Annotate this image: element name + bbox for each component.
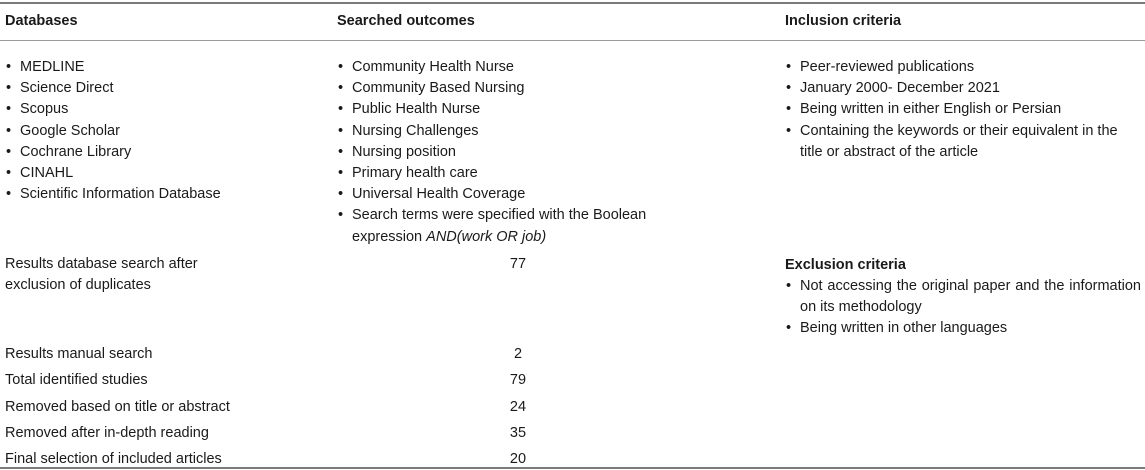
result-value-manual-search: 2 xyxy=(513,346,523,362)
result-value-removed-title-abstract: 24 xyxy=(509,399,527,415)
table-top-rule xyxy=(0,2,1145,4)
result-label-manual-search: Results manual search xyxy=(5,346,153,362)
list-item: • MEDLINE xyxy=(5,57,305,78)
list-item: • Primary health care xyxy=(337,163,677,184)
result-value-total-identified: 79 xyxy=(509,372,527,388)
list-item: • Being written in other languages xyxy=(785,318,1141,339)
result-label-total-identified: Total identified studies xyxy=(5,372,148,388)
list-item: • Cochrane Library xyxy=(5,142,305,163)
list-item: • Nursing position xyxy=(337,142,677,163)
list-item: • Science Direct xyxy=(5,78,305,99)
result-value-database-search: 77 xyxy=(509,256,527,272)
result-label-removed-title-abstract: Removed based on title or abstract xyxy=(5,399,230,415)
list-item: • CINAHL xyxy=(5,163,305,184)
list-item: • Community Health Nurse xyxy=(337,57,677,78)
list-item: • January 2000- December 2021 xyxy=(785,78,1137,99)
result-value-removed-in-depth: 35 xyxy=(509,425,527,441)
header-databases: Databases xyxy=(5,13,78,29)
list-item: • Community Based Nursing xyxy=(337,78,677,99)
list-item: • Peer-reviewed publications xyxy=(785,57,1137,78)
header-inclusion-criteria: Inclusion criteria xyxy=(785,13,902,29)
search-terms-boolean-expression: AND(work OR job) xyxy=(426,228,547,245)
header-searched-outcomes: Searched outcomes xyxy=(337,13,475,29)
result-label-removed-in-depth: Removed after in-depth reading xyxy=(5,425,209,441)
exclusion-criteria-list xyxy=(785,276,1141,340)
list-item: • Public Health Nurse xyxy=(337,99,677,120)
list-item: • Being written in either English or Persian xyxy=(785,99,1137,120)
databases-list xyxy=(5,57,305,205)
result-value-final-selection: 20 xyxy=(509,451,527,467)
list-item: • Universal Health Coverage xyxy=(337,184,677,205)
result-label-final-selection: Final selection of included articles xyxy=(5,451,222,467)
searched-outcomes-list xyxy=(337,57,677,248)
list-item: • Not accessing the original paper and the information on its methodology xyxy=(785,276,1141,318)
exclusion-criteria-title: Exclusion criteria xyxy=(785,257,906,273)
search-terms-item xyxy=(337,205,677,247)
search-terms-line1: Search terms were specified with the Boolean xyxy=(352,207,647,224)
list-item: • Containing the keywords or their equivalent in the title or abstract of the article xyxy=(785,121,1137,163)
list-item: • Nursing Challenges xyxy=(337,121,677,142)
search-terms-line2-prefix: expression xyxy=(352,228,427,245)
list-item: • Google Scholar xyxy=(5,121,305,142)
inclusion-criteria-list xyxy=(785,57,1137,163)
list-item: • Scientific Information Database xyxy=(5,184,305,205)
list-item: • Scopus xyxy=(5,99,305,120)
header-divider-rule xyxy=(0,40,1145,41)
result-label-database-search: Results database search after exclusion of duplicates xyxy=(5,256,198,293)
